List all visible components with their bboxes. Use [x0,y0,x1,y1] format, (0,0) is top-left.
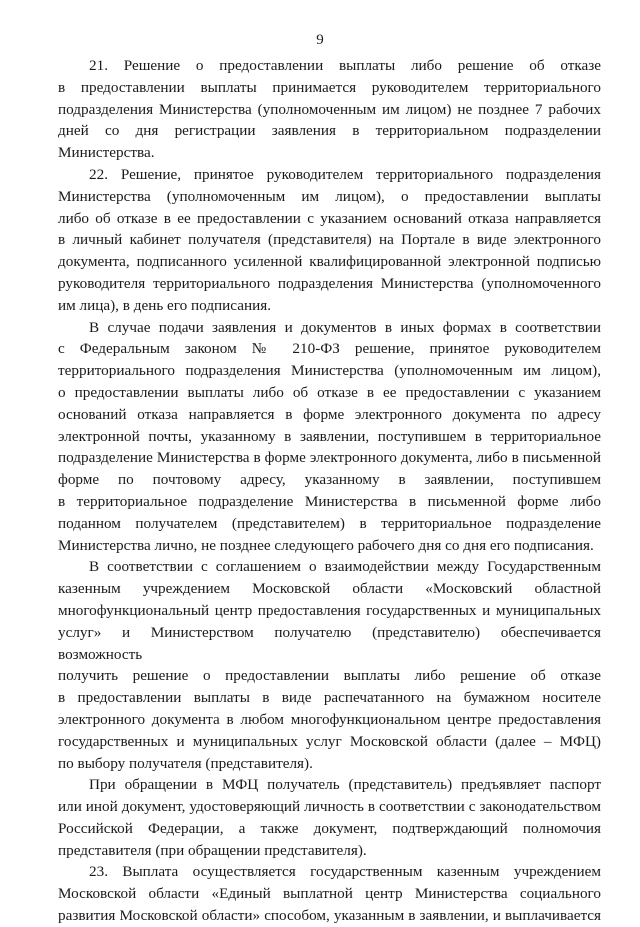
text-line: в личный кабинет получателя (представителя) на Портале в виде электронного [58,231,601,249]
paragraph-mfc-agreement [58,556,601,774]
text-line: государственных и муниципальных услуг Московской области (далее – МФЦ) [58,732,601,750]
text-line: территориального подразделения Министерства (уполномоченным им лицом), [58,362,601,380]
text-line: Министерства (уполномоченным им лицом), о предоставлении выплаты [58,187,601,205]
text-line: в территориальное подразделение Министерства в письменной форме либо [58,492,601,510]
text-line: о предоставлении выплаты либо об отказе в ее предоставлении с указанием [58,383,601,401]
text-line: форме по почтовому адресу, указанному в заявлении, поступившем [58,471,601,489]
text-line: представителя (при обращении представителя). [58,841,367,859]
page-number: 9 [316,32,324,48]
text-line: подразделение Министерства в форме электронного документа, либо в письменной [58,449,601,467]
text-line: поданном получателем (представителем) в территориальное подразделение [58,514,601,532]
paragraph-21 [58,55,601,164]
text-line: многофункциональный центр предоставления государственных и муниципальных [58,601,601,619]
text-line: электронного документа в любом многофункциональном центре предоставления [58,710,601,728]
text-line: по выбору получателя (представителя). [58,754,313,772]
text-line: руководителя территориального подразделения Министерства (уполномоченного [58,274,601,292]
text-line: Министерства. [58,144,155,162]
text-line: Московской области «Единый выплатной центр Министерства социального [58,885,601,903]
text-line: оснований отказа направляется в форме электронного документа по адресу [58,405,601,423]
text-line: 23. Выплата осуществляется государственным казенным учреждением [89,863,601,881]
text-line: документа, подписанного усиленной квалифицированной электронной подписью [58,253,601,271]
paragraph-22 [58,164,601,317]
text-line: в предоставлении выплаты в виде распечатанного на бумажном носителе [58,689,601,707]
paragraph-other-forms [58,317,601,557]
text-line: дней со дня регистрации заявления в территориальном подразделении [58,122,601,140]
text-line: подразделения Министерства (уполномоченным им лицом) не позднее 7 рабочих [58,100,601,118]
paragraph-23 [58,861,601,926]
text-line: В соответствии с соглашением о взаимодействии между Государственным [89,558,601,576]
text-line: казенным учреждением Московской области «Московский областной [58,580,601,598]
text-line: с Федеральным законом № 210-ФЗ решение, принятое руководителем [58,340,601,358]
document-body [58,55,601,927]
text-line: электронной почты, указанному в заявлении, поступившем в территориальное [58,427,601,445]
text-line: либо об отказе в ее предоставлении с указанием оснований отказа направляется [58,209,601,227]
text-line: им лица), в день его подписания. [58,296,272,314]
text-line: 22. Решение, принятое руководителем территориального подразделения [89,165,601,183]
text-line: в предоставлении выплаты принимается руководителем территориального [58,78,601,96]
text-line: 21. Решение о предоставлении выплаты либо решение об отказе [89,57,601,74]
text-line: или иной документ, удостоверяющий личность в соответствии с законодательством [58,798,601,816]
text-line: При обращении в МФЦ получатель (представитель) предъявляет паспорт [89,776,601,794]
text-line: В случае подачи заявления и документов в иных формах в соответствии [89,318,601,336]
text-line: услуг» и Министерством получателю (представителю) обеспечивается возможность [58,623,601,663]
text-line: получить решение о предоставлении выплаты либо решение об отказе [58,667,601,685]
paragraph-mfc-visit [58,774,601,861]
text-line: Министерства лично, не позднее следующего рабочего дня со дня его подписания. [58,536,594,554]
text-line: развития Московской области» способом, указанным в заявлении, и выплачивается [58,907,601,925]
text-line: Российской Федерации, а также документ, подтверждающий полномочия [58,819,601,837]
